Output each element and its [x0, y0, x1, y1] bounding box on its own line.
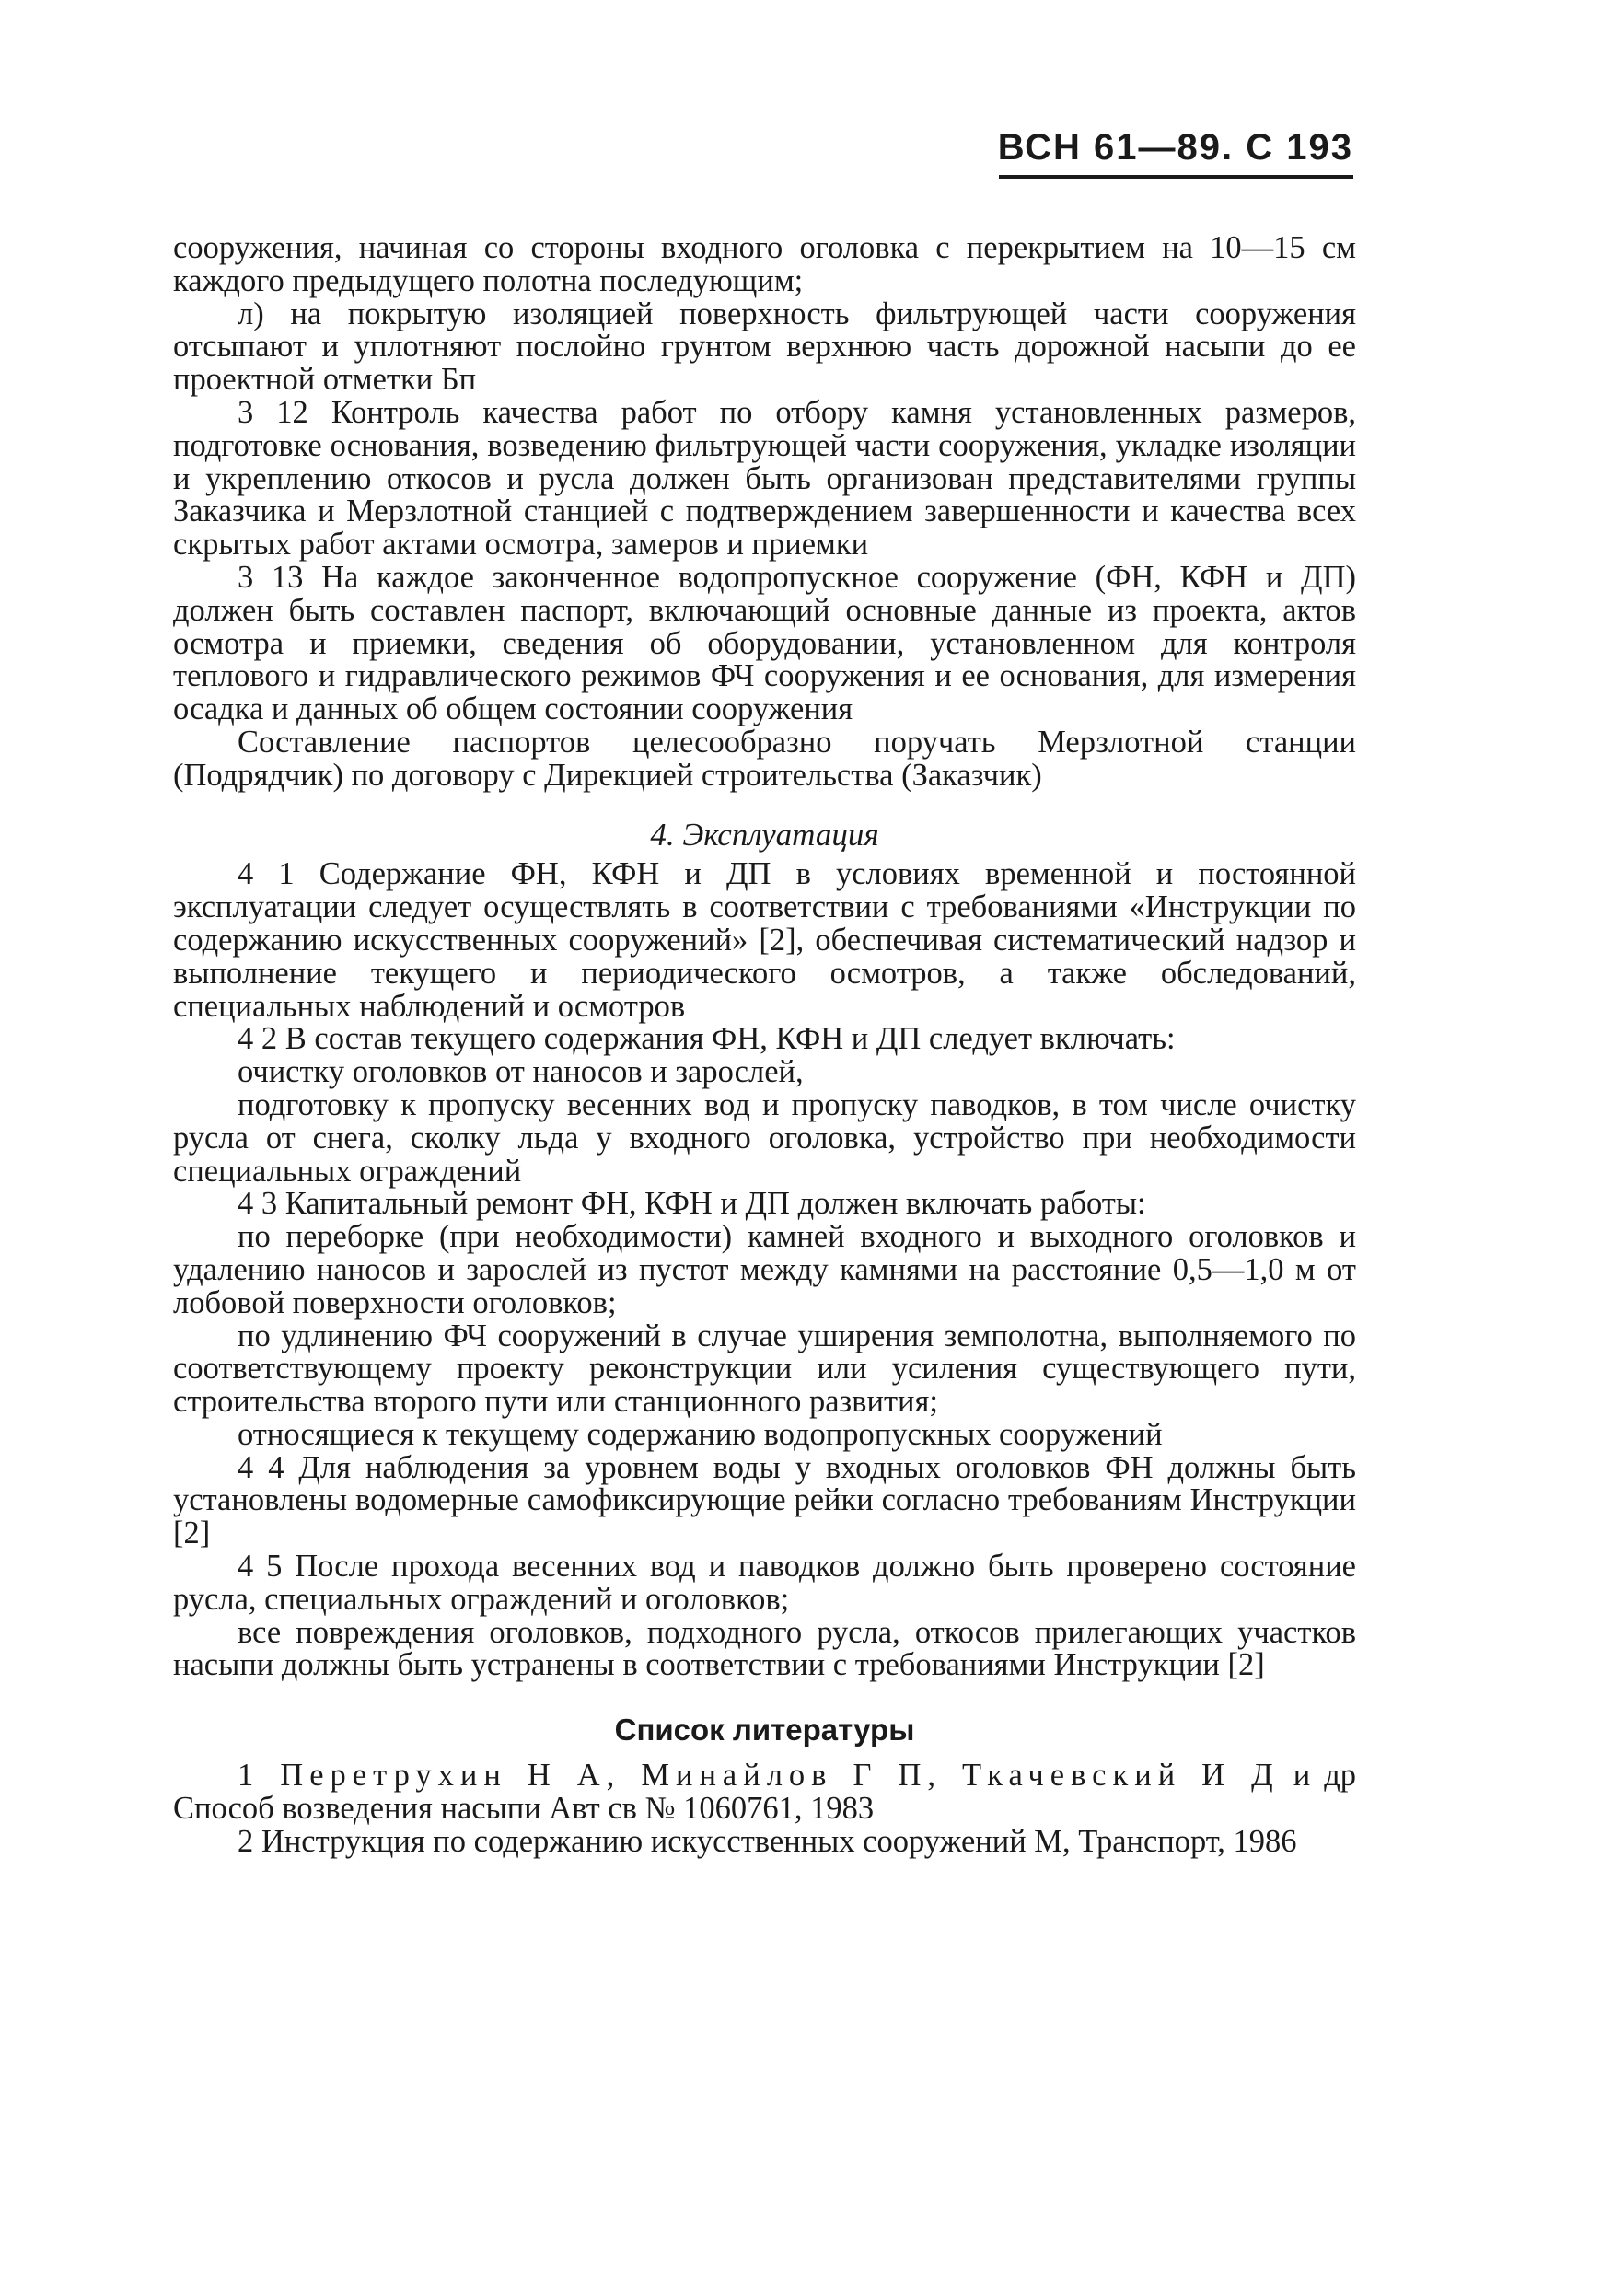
paragraph: подготовку к пропуску весенних вод и пропуску паводков, в том числе очистку русла от снега, сколку льда у входного оголовка, устройство при необходимости специальных ограждений	[173, 1086, 1356, 1189]
reference-item	[173, 1823, 1356, 1859]
references-title: Список литературы	[614, 1713, 915, 1748]
paragraph: 4 1 Содержание ФН, КФН и ДП в условиях временной и постоянной эксплуатации следует осуществлять в соответствии с требованиями «Инструкции по содержанию искусственных сооружений» [2], обеспечивая систематический надзор и выполнение текущего и периодического осмотров, а также обследований, специальных наблюдений и осмотров	[173, 856, 1356, 1024]
reference-item	[173, 1760, 1356, 1826]
paragraph: по переборке (при необходимости) камней входного и выходного оголовков и удалению наносов и зарослей из пустот между камнями на расстояние 0,5—1,0 м от лобовой поверхности оголовков;	[173, 1219, 1356, 1320]
paragraph: 3 12 Контроль качества работ по отбору камня установленных размеров, подготовке основания, возведению фильтрующей части сооружения, укладке изоляции и укреплению откосов и русла должен быть организован представителями группы Заказчика и Мерзлотной станцией с подтверждением завершенности и качества всех скрытых работ актами осмотра, замеров и приемки	[173, 394, 1356, 563]
paragraph: 4 2 В состав текущего содержания ФН, КФН и ДП следует включать:	[238, 1021, 1176, 1057]
paragraph: Составление паспортов целесообразно поручать Мерзлотной станции (Подрядчик) по договору с Дирекцией строительства (Заказчик)	[173, 724, 1356, 793]
reference-authors: 1 Перетрухин Н А, Минайлов Г П, Ткачевский И Д	[238, 1758, 1280, 1794]
reference-details: и др Способ возведения насыпи Авт св № 1060761, 1983	[173, 1758, 1356, 1826]
paragraph: л) на покрытую изоляцией поверхность фильтрующей части сооружения отсыпают и уплотняют послойно грунтом верхнюю часть дорожной насыпи до ее проектной отметки Бп	[173, 296, 1356, 398]
paragraph: 3 13 На каждое законченное водопропускное сооружение (ФН, КФН и ДП) должен быть составлен паспорт, включающий основные данные из проекта, актов осмотра и приемки, сведения об оборудовании, установленном для контроля теплового и гидравлического режимов ФЧ сооружения и ее основания, для измерения осадка и данных об общем состоянии сооружения	[173, 559, 1356, 727]
paragraph: все повреждения оголовков, подходного русла, откосов прилегающих участков насыпи должны быть устранены в соответствии с требованиями Инструкции [2]	[173, 1614, 1356, 1683]
reference-details: 2 Инструкция по содержанию искусственных сооружений М, Транспорт, 1986	[238, 1823, 1297, 1859]
running-head: ВСН 61—89. С 193	[997, 127, 1353, 168]
paragraph: очистку оголовков от наносов и зарослей,	[238, 1054, 804, 1090]
paragraph: 4 5 После прохода весенних вод и паводков должно быть проверено состояние русла, специальных ограждений и оголовков;	[173, 1549, 1356, 1617]
paragraph: относящиеся к текущему содержанию водопропускных сооружений	[238, 1416, 1163, 1452]
header-rule	[999, 175, 1353, 179]
paragraph: сооружения, начиная со стороны входного оголовка с перекрытием на 10—15 см каждого предыдущего полотна последующим;	[173, 230, 1356, 298]
paragraph: 4 3 Капитальный ремонт ФН, КФН и ДП должен включать работы:	[238, 1186, 1146, 1222]
paragraph: по удлинению ФЧ сооружений в случае уширения земполотна, выполняемого по соответствующему проекту реконструкции или усиления существующего пути, строительства второго пути или станционного развития;	[173, 1318, 1356, 1420]
section-title: 4. Эксплуатация	[650, 816, 879, 853]
paragraph: 4 4 Для наблюдения за уровнем воды у входных оголовков ФН должны быть установлены водомерные самофиксирующие рейки согласно требованиям Инструкции [2]	[173, 1449, 1356, 1551]
page-body	[173, 232, 1356, 1858]
